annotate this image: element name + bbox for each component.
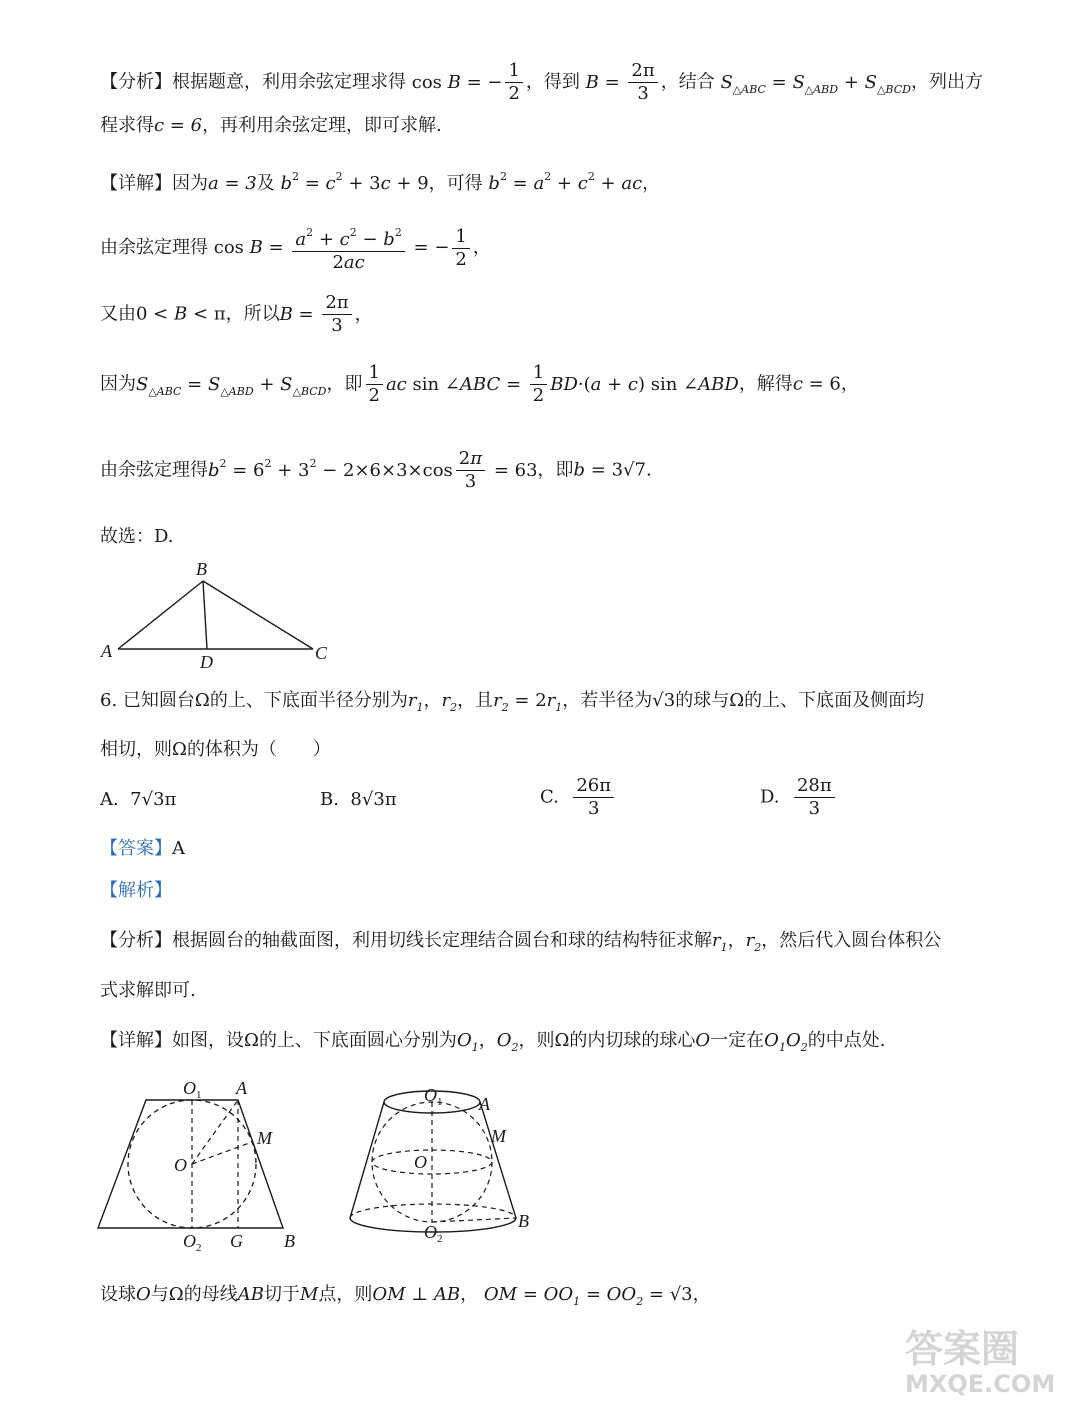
math-cos-formula: cos B = $\frac{a^2 + c^2 - b^2}{2ac}$ = − $\frac{1}{2}$ ， — [214, 237, 491, 258]
math-B: B = $\frac{2\pi}{3}$ — [586, 72, 661, 93]
last-line: 设球O与Ω的母线AB切于M点，则OM ⊥ AB， OM = $OO_1 = OO_2 = √3$， — [100, 1284, 711, 1308]
option-b: B. 8√3π — [320, 789, 397, 810]
math-range: 0 < B < π — [136, 303, 226, 325]
q6-line2: 相切，则Ω的体积为（ ） — [100, 739, 331, 760]
label-O1: $O_1$ — [183, 1078, 202, 1101]
watermark-logo: 答案圈 — [905, 1327, 1020, 1371]
trapezoid-figure — [90, 1072, 320, 1257]
answer-line — [100, 836, 185, 862]
jiexi-tag: 【解析】 — [100, 880, 172, 901]
watermark-url: MXQE.COM — [905, 1370, 1056, 1398]
label-C: C — [315, 643, 328, 663]
math-area: $S_{\triangle ABC} = S_{\triangle ABD} + S_{\triangle BCD}$ — [136, 373, 327, 398]
label-O1: $O_1$ — [424, 1085, 443, 1108]
label-G: G — [230, 1231, 243, 1251]
detail1-final-line: 由余弦定理得$b^2 = 6^2 + 3^2 - 2\times 6\times 3\times\cos$ $\frac{2\pi}{3}$ = 63，即b = 3√7. — [100, 448, 652, 492]
math-area-sum: $S_{\triangle ABC} = S_{\triangle ABD} + S_{\triangle BCD}$ — [720, 71, 911, 96]
detail-tag: 【详解】 — [100, 173, 172, 194]
math-cosB: cos B = − $\frac{1}{2}$ — [412, 72, 526, 93]
label-B: B — [518, 1211, 529, 1231]
label-O: O — [414, 1152, 427, 1172]
detail1-cos-line: 由余弦定理得 cos B = $\frac{a^2 + c^2 - b^2}{2ac}$ = − $\frac{1}{2}$ ， — [100, 222, 491, 274]
label-B: B — [196, 559, 207, 579]
analysis2-line2: 式求解即可. — [100, 980, 196, 1001]
q6-number: 6. — [100, 690, 118, 711]
choose-line: 故选：D. — [100, 526, 174, 547]
detail1-area-line: 因为$S_{\triangle ABC} = S_{\triangle ABD} + S_{\triangle BCD}$，即 $\frac{1}{2}$ ac sin ∠ABC = $\frac{1}{2}$ BD·(a + c) sin ∠ABD，解得c = 6， — [100, 362, 859, 406]
analysis2-line1: 【分析】根据圆台的轴截面图，利用切线长定理结合圆台和球的结构特征求解$r_1$，$r_2$，然后代入圆台体积公 — [100, 930, 942, 954]
label-A: A — [236, 1078, 247, 1098]
answer-tag: 【答案】 — [100, 838, 172, 859]
label-M: M — [257, 1128, 272, 1148]
label-O2: $O_2$ — [424, 1222, 443, 1245]
label-B: B — [284, 1231, 295, 1251]
label-M: M — [491, 1126, 506, 1146]
option-d: D. $\frac{28\pi}{3}$ — [760, 775, 838, 820]
q6-line1: 6. 已知圆台Ω的上、下底面半径分别为$r_1$，$r_2$，且$r_2 = 2r_1$，若半径为√3的球与Ω的上、下底面及侧面均 — [100, 690, 925, 714]
detail1-line1: 【详解】因为a = 3及 $b^2 = c^2 + 3c + 9$，可得 $b^2 = a^2 + c^2$ + ac， — [100, 170, 661, 194]
math-b2-eq: $b^2 = c^2 + 3c + 9$ — [280, 170, 429, 194]
option-a: A. 7√3π — [100, 789, 177, 810]
math-B-value: B = $\frac{2\pi}{3}$ ， — [279, 292, 373, 336]
option-c: C. $\frac{26\pi}{3}$ — [540, 775, 617, 820]
label-O2: $O_2$ — [183, 1231, 202, 1254]
math-b-value: b = 3√7 — [573, 459, 646, 481]
math-b2-result: $b^2 = a^2 + c^2$ + ac — [488, 170, 643, 194]
analysis1-line2: 程求得c = 6，再利用余弦定理，即可求解. — [100, 115, 442, 136]
label-A: A — [101, 641, 112, 661]
label-D: D — [200, 652, 213, 672]
label-O: O — [174, 1155, 187, 1175]
detail1-B-line: 又由0 < B < π，所以B = $\frac{2\pi}{3}$ ， — [100, 292, 373, 336]
triangle-figure — [95, 555, 345, 675]
math-c6: c = 6 — [154, 115, 203, 136]
frustum-figure — [340, 1072, 540, 1257]
analysis-tag: 【分析】 — [100, 71, 172, 93]
answer-value: A — [172, 838, 185, 859]
label-A: A — [479, 1094, 490, 1114]
math-area-expand: $\frac{1}{2}$ ac sin ∠ABC = $\frac{1}{2}$ BD·(a + c) sin ∠ABD — [363, 374, 739, 395]
detail2-line1: 【详解】如图，设Ω的上、下底面圆心分别为$O_1$，$O_2$，则Ω的内切球的球心O一定在$O_1O_2$的中点处. — [100, 1030, 886, 1054]
math-final: $b^2 = 6^2 + 3^2 - 2\times 6\times 3\times\cos$ $\frac{2\pi}{3}$ = 63 — [208, 448, 538, 492]
analysis1-line1: 【分析】根据题意，利用余弦定理求得 cos B = − $\frac{1}{2}$ ，得到 B = $\frac{2\pi}{3}$ ，结合 $S_{\triangle ABC} = S_{\triangle ABD} + S_{\triangle BCD}$，列出方 — [100, 60, 983, 104]
